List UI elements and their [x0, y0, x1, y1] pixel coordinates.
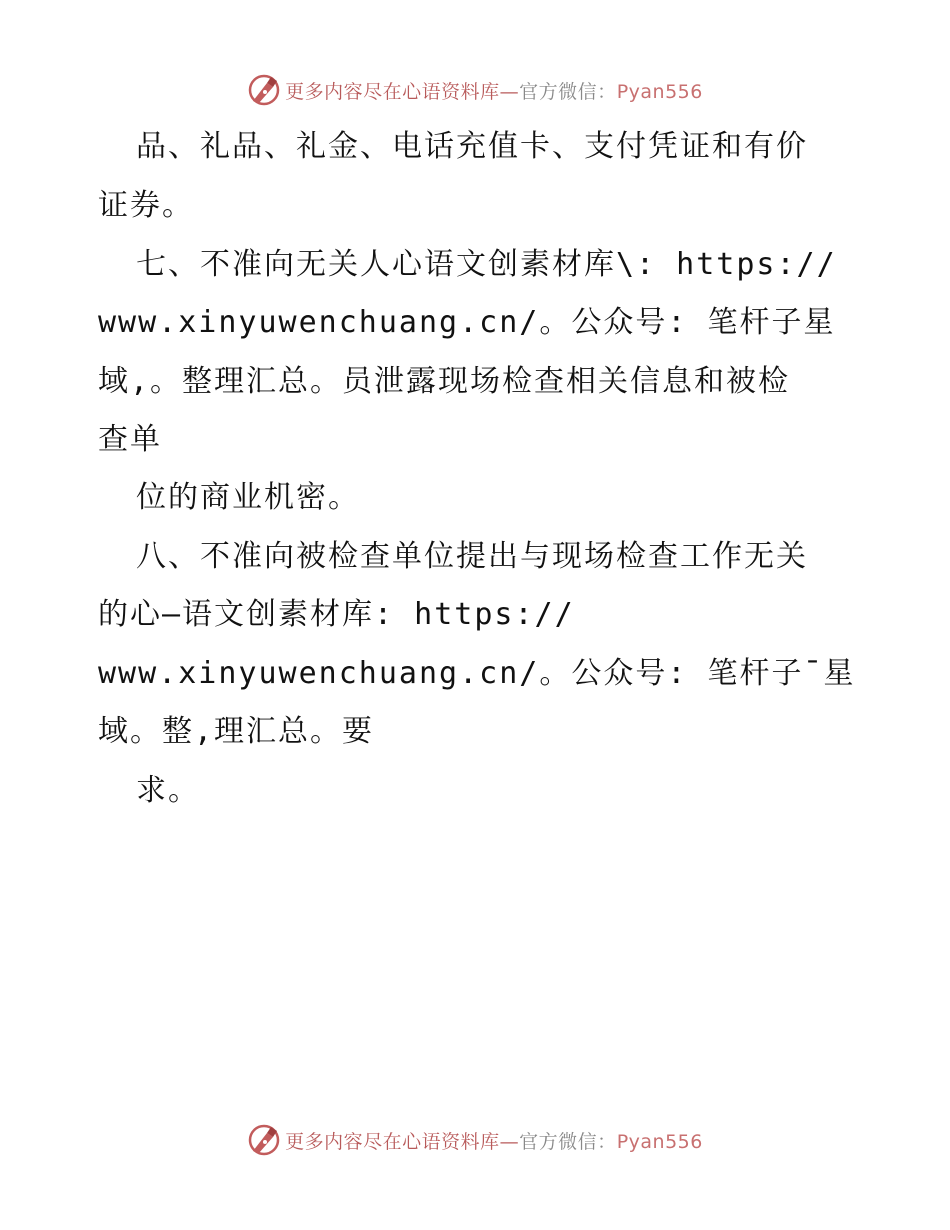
footer-watermark-text: 更多内容尽在心语资料库—官方微信：Pyan556 [285, 1130, 703, 1153]
body-line: 证券。 [98, 188, 194, 223]
body-line: 的心—语文创素材库: https:// [98, 597, 575, 632]
body-line: 七、不准向无关人心语文创素材库\: https:// [136, 247, 837, 282]
body-line: 位的商业机密。 [136, 480, 360, 515]
body-line: 八、不准向被检查单位提出与现场检查工作无关 [136, 539, 808, 574]
body-line: www.xinyuwenchuang.cn/。公众号: 笔杆子¯星 [98, 656, 856, 691]
body-line: 域。整,理汇总。要 [98, 714, 375, 749]
footer-watermark [0, 1120, 950, 1160]
pen-logo-icon [247, 1123, 281, 1157]
body-line: 求。 [136, 773, 200, 808]
body-line: 品、礼品、礼金、电话充值卡、支付凭证和有价 [136, 129, 808, 164]
body-line: 查单 [98, 422, 162, 457]
body-line: www.xinyuwenchuang.cn/。公众号: 笔杆子星 [98, 305, 836, 340]
header-watermark-text: 更多内容尽在心语资料库—官方微信：Pyan556 [285, 80, 703, 103]
body-line: 域,。整理汇总。员泄露现场检查相关信息和被检 [98, 364, 791, 399]
